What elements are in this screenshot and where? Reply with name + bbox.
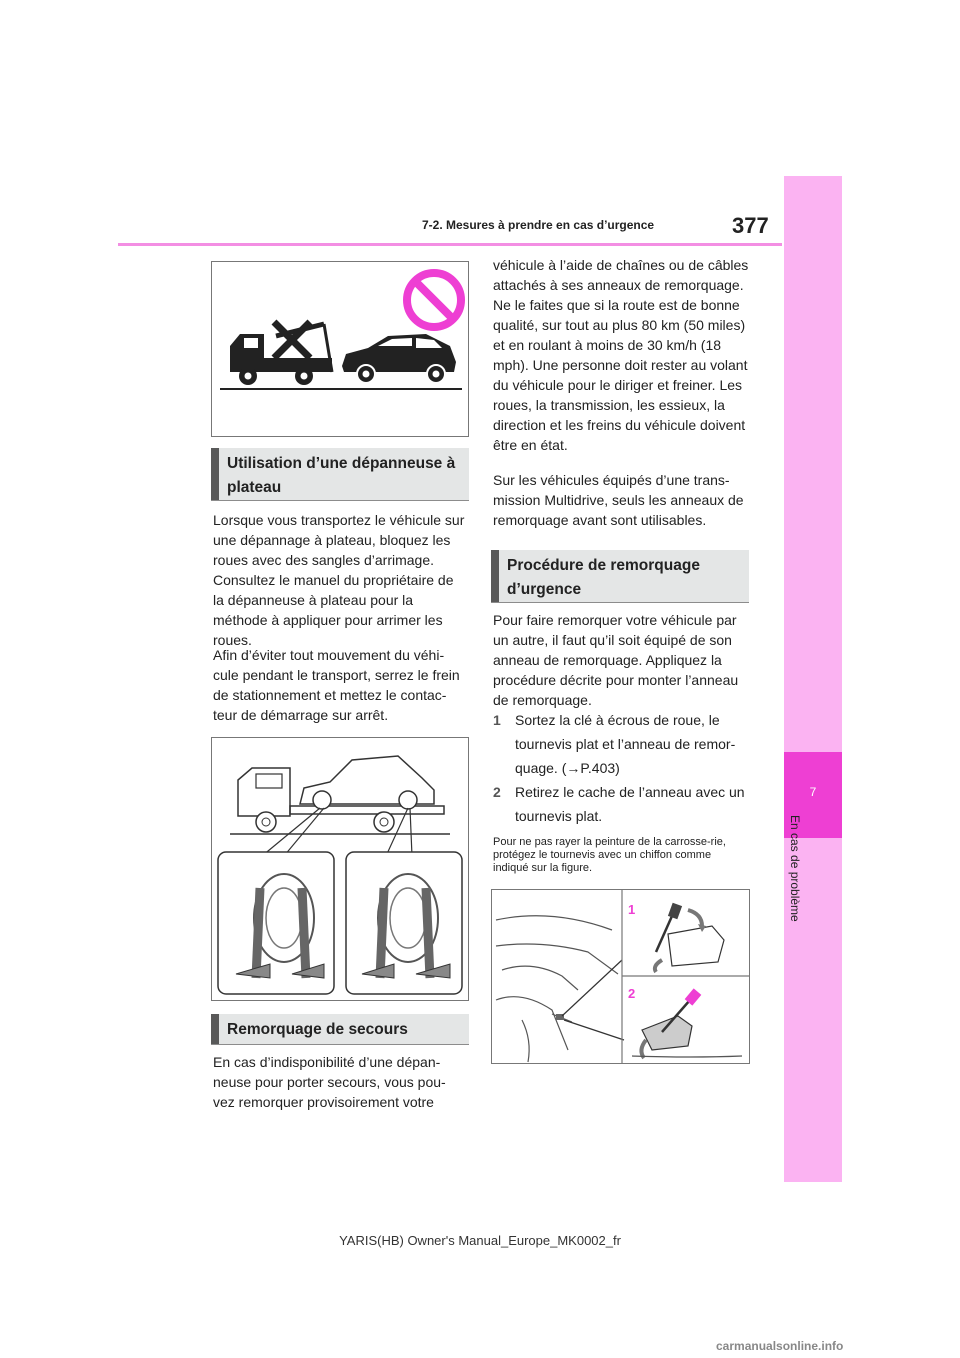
step-text: Sortez la clé à écrous de roue, le tournevis plat et l’anneau de remor-quage. (→P.403) <box>515 712 736 776</box>
heading-rule <box>491 602 749 603</box>
prohibited-towing-illustration <box>212 262 468 436</box>
flatbed-strapping-illustration <box>212 738 468 1000</box>
section-reference: 7-2. Mesures à prendre en cas d’urgence <box>422 218 655 232</box>
chapter-side-tab <box>784 176 842 1182</box>
note-protect-paint: Pour ne pas rayer la peinture de la carrosse-rie, protégez le tournevis avec un chiffon comme indiqué sur la figure. <box>493 836 726 874</box>
step-number: 2 <box>493 784 501 800</box>
tow-ring-cover-illustration <box>492 890 749 1063</box>
chapter-title: En cas de problème <box>788 815 802 922</box>
figure-tow-ring-cover <box>491 889 750 1064</box>
heading-rule <box>211 500 469 501</box>
figure-flatbed-strapping <box>211 737 469 1001</box>
paragraph-towing-conditions: véhicule à l’aide de chaînes ou de câbles attachés à ses anneaux de remorquage. Ne le faites que si la route est de bonne qualité, sur tout au plus 80 km (50 miles) et en roulant à moins de 30 km/h (18 mph). Une personne doit rester au volant du véhicule pour le diriger et freiner. Les roues, la transmission, les essieux, la direction et les freins du véhicule doivent être en état. <box>493 257 749 453</box>
chapter-number: 7 <box>809 785 817 799</box>
paragraph-emergency-towing: En cas d’indisponibilité d’une dépan-neuse pour porter secours, vous pou-vez remorquer provisoirement votre <box>213 1054 446 1110</box>
figure-label-1: 1 <box>628 902 636 917</box>
paragraph-flatbed-parking-brake: Afin d’éviter tout mouvement du véhi-cule pendant le transport, serrez le frein de stationnement et mettez le contac-teur de démarrage sur arrêt. <box>213 647 460 723</box>
heading-emergency-procedure: Procédure de remorquage d’urgence <box>491 550 749 602</box>
step-number: 1 <box>493 712 501 728</box>
step-text: Retirez le cache de l’anneau avec un tournevis plat. <box>515 784 745 824</box>
prohibited-icon <box>407 273 461 327</box>
step-1 <box>493 708 749 780</box>
page-number: 377 <box>732 213 769 238</box>
header-rule <box>118 243 782 246</box>
heading-flatbed-truck: Utilisation d’une dépanneuse à plateau <box>211 448 469 500</box>
paragraph-procedure-intro: Pour faire remorquer votre véhicule par un autre, il faut qu’il soit équipé de son anneau de remorquage. Appliquez la procédure décrite pour monter l’anneau de remorquage. <box>493 612 739 708</box>
figure-prohibited-towing <box>211 261 469 437</box>
paragraph-flatbed-strapping: Lorsque vous transportez le véhicule sur une dépannage à plateau, bloquez les roues avec des sangles d’arrimage. Consultez le manuel du propriétaire de la dépanneuse à plateau pour la méthode à appliquer pour arrimer les roues. <box>213 512 465 648</box>
step-2 <box>493 780 749 828</box>
paragraph-multidrive-note: Sur les véhicules équipés d’une trans-mission Multidrive, seuls les anneaux de remorquage avant sont utilisables. <box>493 472 744 528</box>
heading-emergency-towing: Remorquage de secours <box>211 1014 469 1044</box>
figure-label-2: 2 <box>628 986 636 1001</box>
watermark: carmanualsonline.info <box>716 1339 844 1353</box>
heading-rule <box>211 1044 469 1045</box>
footer-manual-id: YARIS(HB) Owner's Manual_Europe_MK0002_fr <box>339 1233 621 1248</box>
